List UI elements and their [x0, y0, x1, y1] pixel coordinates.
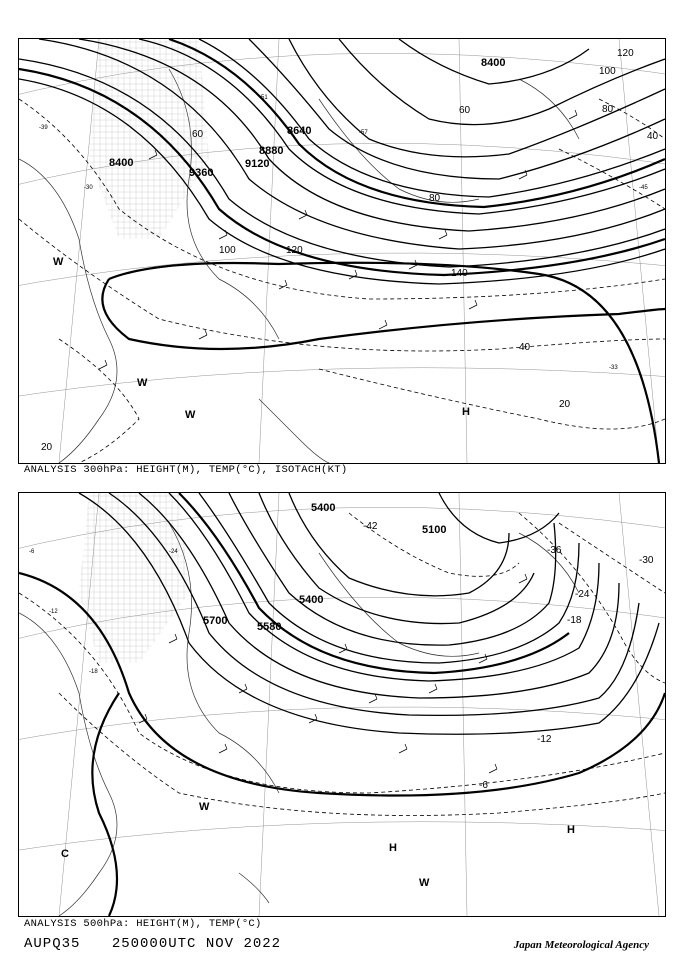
temp-label: -30 — [84, 185, 93, 191]
temp-label: -6 — [479, 780, 488, 791]
isotach-label: 40 — [647, 131, 659, 142]
temp-label: -18 — [89, 669, 98, 675]
chart-300hpa-map — [19, 39, 665, 463]
isotach-label: 20 — [559, 399, 571, 410]
temp-label: -33 — [609, 365, 618, 371]
temp-label: -57 — [359, 130, 368, 136]
pressure-centers-500 — [61, 801, 575, 889]
warm-center-label: W — [199, 801, 210, 813]
height-label: 8640 — [287, 125, 312, 137]
chart-500hpa-map — [19, 493, 665, 916]
height-label: 8400 — [109, 157, 134, 169]
isotach-label: 60 — [459, 105, 471, 116]
height-label: 8400 — [481, 57, 506, 69]
warm-center-label: W — [419, 877, 430, 889]
isotach-label: 100 — [599, 66, 616, 77]
height-label: 9360 — [189, 167, 214, 179]
temp-label: -45 — [639, 185, 648, 191]
height-label: 5400 — [311, 502, 336, 514]
temp-label: -51 — [259, 95, 268, 101]
temp-label: -24 — [169, 549, 178, 555]
height-label: 5700 — [203, 615, 228, 627]
wind-barbs-500 — [139, 574, 527, 773]
temp-label: -36 — [547, 545, 562, 556]
high-center-label: H — [567, 824, 575, 836]
warm-center-label: W — [185, 409, 196, 421]
temp-label: -12 — [49, 609, 58, 615]
height-label: 9120 — [245, 158, 270, 170]
high-center-label: H — [389, 842, 397, 854]
chart-footer — [24, 936, 303, 952]
warm-center-label: W — [137, 377, 148, 389]
height-labels-500 — [203, 502, 446, 633]
chart-code: AUPQ35 — [24, 936, 81, 952]
isotach-label: 80 — [602, 104, 614, 115]
isotach-label: 120 — [617, 48, 634, 59]
height-label: 5580 — [257, 621, 282, 633]
isotach-label: 60 — [192, 129, 204, 140]
cold-center-label: C — [61, 848, 69, 860]
isotach-label: 80 — [429, 193, 441, 204]
high-center-label: H — [462, 406, 470, 418]
chart-500hpa-caption: ANALYSIS 500hPa: HEIGHT(M), TEMP(°C) — [24, 918, 262, 930]
agency-credit: Japan Meteorological Agency — [513, 939, 649, 951]
height-label: 5400 — [299, 594, 324, 606]
temp-label: -24 — [575, 589, 590, 600]
temp-label: -39 — [39, 125, 48, 131]
temp-label: -42 — [363, 521, 378, 532]
valid-time: 250000UTC NOV 2022 — [111, 936, 282, 952]
warm-center-label: W — [53, 256, 64, 268]
isotach-label: 140 — [451, 268, 468, 279]
temp-label: -6 — [29, 549, 35, 555]
chart-300hpa-panel — [18, 38, 666, 464]
height-label: 8880 — [259, 145, 284, 157]
temp-label: -18 — [567, 615, 582, 626]
temp-label: -12 — [537, 734, 552, 745]
isotach-label: 20 — [41, 442, 53, 453]
isotach-label: 40 — [519, 342, 531, 353]
chart-500hpa-panel — [18, 492, 666, 917]
height-label: 5100 — [422, 524, 447, 536]
isotach-label: 120 — [286, 245, 303, 256]
isotach-label: 100 — [219, 245, 236, 256]
chart-300hpa-caption: ANALYSIS 300hPa: HEIGHT(M), TEMP(°C), ISOTACH(KT) — [24, 464, 348, 476]
temp-label: -30 — [639, 555, 654, 566]
